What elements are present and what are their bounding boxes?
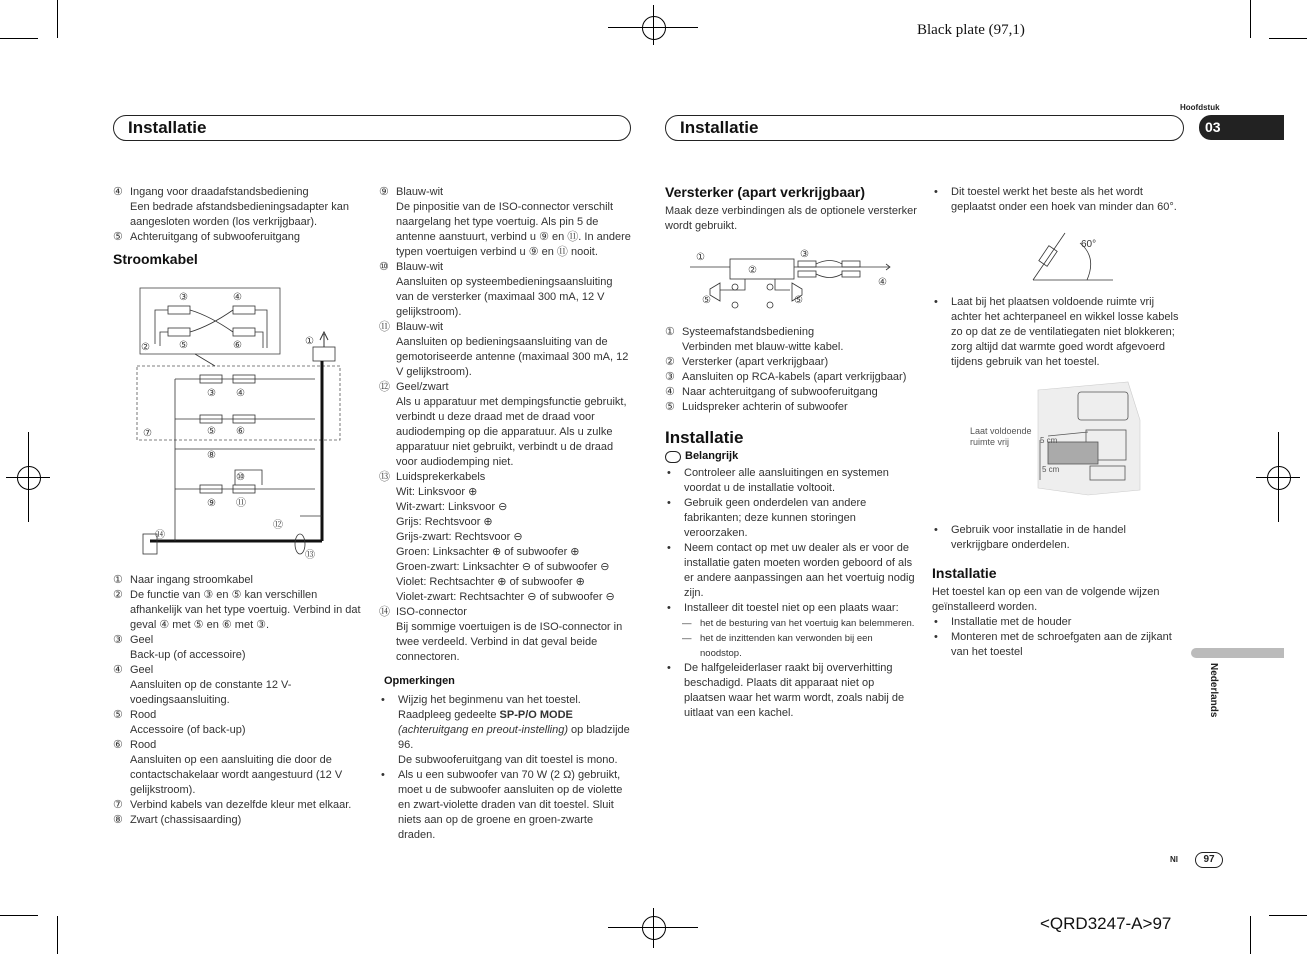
list-item (113, 798, 363, 813)
bullet-item: • Neem contact op met uw dealer als er voor de installatie gaten moeten worden geboord of als er andere aanpassingen aan het voertuig nodig zijn. (667, 542, 915, 599)
important-icon (665, 451, 681, 463)
power-cable-diagram (135, 286, 365, 561)
item-number (113, 723, 130, 738)
list-item (379, 620, 631, 665)
crop-mark (0, 915, 38, 916)
list-item (379, 260, 631, 275)
bullet-item: • Installeer dit toestel niet op een plaats waar: (667, 602, 899, 614)
item-number: ⑦ (113, 799, 123, 811)
item-text: Grijs-zwart: Rechtsvoor ⊖ (396, 531, 523, 543)
svg-text:②: ② (748, 265, 757, 276)
list-item (379, 320, 631, 335)
item-number: ⑤ (665, 401, 675, 413)
item-number (379, 200, 396, 260)
item-number (113, 200, 130, 230)
item-number: ⑩ (379, 261, 389, 273)
item-number: ② (665, 356, 675, 368)
item-number: ② (113, 589, 123, 601)
item-text: Zwart (chassisaarding) (130, 814, 242, 826)
item-number: ⑭ (379, 606, 390, 618)
svg-text:①: ① (696, 252, 705, 263)
chapter-number: 03 (1205, 119, 1221, 135)
item-number (379, 335, 396, 380)
chapter-tab (1199, 115, 1284, 140)
item-number: ⑤ (113, 709, 123, 721)
item-text: Rood (130, 709, 157, 721)
list-item (113, 185, 363, 200)
plate-label: Black plate (97,1) (917, 22, 1025, 38)
crop-mark (0, 38, 38, 39)
amplifier-intro: Maak deze verbindingen als de optionele versterker wordt gebruikt. (665, 205, 917, 232)
item-text: Groen-zwart: Linksachter ⊖ of subwoofer ⊖ (396, 561, 610, 573)
crop-mark (1250, 916, 1251, 954)
crop-mark (1250, 0, 1251, 38)
item-text: Blauw-wit (396, 261, 444, 273)
svg-text:⑨: ⑨ (207, 498, 216, 509)
item-number: ① (665, 326, 675, 338)
bullet-item: • De halfgeleiderlaser raakt bij oververhitting beschadigd. Plaats dit apparaat niet op plaatsen waar het warm wordt, zoals nabij de uitlaat van een kachel. (667, 662, 905, 719)
document-code: <QRD3247-A>97 (1040, 914, 1172, 933)
item-number: ① (113, 574, 123, 586)
item-number (113, 678, 130, 708)
svg-text:③: ③ (800, 249, 809, 260)
item-text: Aansluiten op een aansluiting die door de contactschakelaar wordt aangestuurd (12 V gelijkstroom). (130, 754, 343, 796)
bullet-item: • Controleer alle aansluitingen en systemen voordat u de installatie voltooit. (667, 467, 889, 494)
item-number (379, 395, 396, 470)
item-number (379, 545, 396, 560)
item-text: Accessoire (of back-up) (130, 724, 246, 736)
column-3 (665, 185, 917, 234)
item-text: Blauw-wit (396, 186, 444, 198)
registration-circle (17, 466, 41, 490)
svg-text:③: ③ (179, 292, 188, 303)
crop-mark (1269, 915, 1307, 916)
list-item (379, 515, 631, 530)
stroomkabel-heading: Stroomkabel (113, 251, 198, 267)
item-text: Versterker (apart verkrijgbaar) (682, 356, 829, 368)
item-text: Rood (130, 739, 157, 751)
bullet-item: • Gebruik geen onderdelen van andere fabrikanten; deze kunnen storingen veroorzaken. (667, 497, 867, 539)
list-item (379, 560, 631, 575)
svg-text:③: ③ (207, 388, 216, 399)
crop-mark (1269, 38, 1307, 39)
list-item (113, 633, 363, 648)
item-text: De pinpositie van de ISO-connector verschilt naargelang het type voertuig. Als pin 5 de antenne aanstuurt, verbind u ⑨ en ⑪. In andere typen voertuigen verbind u ⑨ en ⑪ nooit. (396, 201, 631, 258)
svg-text:⑫: ⑫ (273, 520, 283, 531)
list-item (665, 385, 917, 400)
bullet-item: • Gebruik voor installatie in de handel verkrijgbare onderdelen. (934, 524, 1126, 551)
item-number (113, 648, 130, 663)
item-text: Aansluiten op RCA-kabels (apart verkrijgbaar) (682, 371, 907, 383)
column-1-list (113, 573, 363, 828)
space-diagram (968, 380, 1148, 498)
list-item (113, 723, 363, 738)
item-number (379, 530, 396, 545)
item-number: ③ (665, 371, 675, 383)
important-label: Belangrijk (665, 449, 917, 464)
side-language-label: Nederlands (1208, 663, 1219, 718)
side-tab (1191, 648, 1284, 658)
space-cm-2: 5 cm (1042, 465, 1060, 474)
item-text: Systeemafstandsbediening (682, 326, 815, 338)
item-number (113, 753, 130, 798)
item-number (379, 560, 396, 575)
item-text: Bij sommige voertuigen is de ISO-connector in twee verdeeld. Verbind in dat geval beide connectoren. (396, 621, 623, 663)
list-item (113, 738, 363, 753)
list-item (379, 200, 631, 260)
svg-text:①: ① (305, 336, 314, 347)
column-1 (113, 185, 363, 271)
item-text: Back-up (of accessoire) (130, 649, 246, 661)
item-text: Violet: Rechtsachter ⊕ of subwoofer ⊕ (396, 576, 585, 588)
svg-text:⑥: ⑥ (236, 426, 245, 437)
item-text: Een bedrade afstandsbedieningsadapter kan aangesloten worden (los verkrijgbaar). (130, 201, 349, 228)
registration-circle (642, 16, 666, 40)
list-item (379, 185, 631, 200)
item-text: Groen: Linksachter ⊕ of subwoofer ⊕ (396, 546, 580, 558)
note-item: • Als u een subwoofer van 70 W (2 Ω) gebruikt, moet u de subwoofer aansluiten op de violette en zwart-violette draden van dit toestel. Sluit niets aan op de groene en groen-zwarte draden. (381, 769, 623, 841)
list-item (379, 380, 631, 395)
svg-text:⑧: ⑧ (207, 450, 216, 461)
item-text: Luidspreker achterin of subwoofer (682, 401, 848, 413)
item-number: ⑨ (379, 186, 389, 198)
item-text: De functie van ③ en ⑤ kan verschillen afhankelijk van het type voertuig. Verbind in dat geval ④ met ⑤ en ⑥ met ③. (130, 589, 361, 631)
item-text: Naar ingang stroomkabel (130, 574, 253, 586)
list-item (379, 590, 631, 605)
list-item (113, 753, 363, 798)
item-number (379, 485, 396, 500)
svg-text:⑤: ⑤ (179, 340, 188, 351)
page-number: 97 (1195, 852, 1223, 868)
list-item (665, 355, 917, 370)
list-item (379, 545, 631, 560)
crop-mark (57, 0, 58, 38)
section-header-left: Installatie (113, 115, 631, 141)
svg-text:⑭: ⑭ (155, 530, 165, 541)
item-number: ⑧ (113, 814, 123, 826)
list-item (113, 200, 363, 230)
list-item (665, 400, 917, 415)
item-number: ④ (113, 664, 123, 676)
bullet-item: • Installatie met de houder (934, 616, 1072, 628)
list-item (665, 370, 917, 385)
amplifier-heading: Versterker (apart verkrijgbaar) (665, 184, 865, 200)
item-number: ⑥ (113, 739, 123, 751)
list-item (113, 708, 363, 723)
svg-text:⑦: ⑦ (143, 428, 152, 439)
list-item (379, 275, 631, 320)
list-item (379, 530, 631, 545)
item-number: ⑤ (113, 231, 123, 243)
item-text: Violet-zwart: Rechtsachter ⊖ of subwoofer ⊖ (396, 591, 615, 603)
svg-text:⑬: ⑬ (305, 550, 315, 561)
space-cm-1: 5 cm (1040, 436, 1058, 445)
list-item (113, 813, 363, 828)
svg-text:④: ④ (236, 388, 245, 399)
installatie-subheading: Installatie (932, 565, 997, 581)
item-number (379, 275, 396, 320)
item-text: ISO-connector (396, 606, 467, 618)
column-3-body (665, 325, 917, 721)
item-text: Verbind kabels van dezelfde kleur met elkaar. (130, 799, 352, 811)
list-item (379, 395, 631, 470)
column-2 (379, 185, 631, 843)
list-item (379, 605, 631, 620)
item-number: ④ (665, 386, 675, 398)
item-text: Luidsprekerkabels (396, 471, 486, 483)
item-text: Wit-zwart: Linksvoor ⊖ (396, 501, 508, 513)
svg-text:②: ② (141, 342, 150, 353)
list-item (113, 573, 363, 588)
item-text: Naar achteruitgang of subwooferuitgang (682, 386, 878, 398)
column-4-bullet-2 (932, 295, 1182, 370)
section-header-right: Installatie (665, 115, 1184, 141)
item-number: ⑬ (379, 471, 390, 483)
list-item (665, 340, 917, 355)
item-number (379, 500, 396, 515)
chapter-label: Hoofdstuk (1180, 103, 1220, 112)
item-number (379, 515, 396, 530)
item-number: ⑫ (379, 381, 390, 393)
svg-text:④: ④ (233, 292, 242, 303)
angle-value: 60° (1081, 239, 1097, 250)
bullet-item: — het de inzittenden kan verwonden bij een noodstop. (682, 633, 873, 659)
item-text: Verbinden met blauw-witte kabel. (682, 341, 844, 353)
list-item (113, 678, 363, 708)
item-text: Blauw-wit (396, 321, 444, 333)
item-text: Aansluiten op bedieningsaansluiting van de gemotoriseerde antenne (maximaal 300 mA, 12 V gelijkstroom). (396, 336, 629, 378)
item-number (379, 620, 396, 665)
page-language: Nl (1170, 855, 1178, 864)
space-label: Laat voldoende ruimte vrij (970, 426, 1032, 447)
list-item (113, 230, 363, 245)
bullet-item: • Laat bij het plaatsen voldoende ruimte vrij achter het achterpaneel en wikkel losse kabels zo op dat ze de ventilatiegaten niet blokkeren; zorg altijd dat warmte goed wordt afgevoerd tijdens gebruik van het toestel. (934, 296, 1179, 368)
note-item: • Wijzig het beginmenu van het toestel. Raadpleeg gedeelte SP-P/O MODE (achteruitgang en preout-instelling) op bladzijde 96. De subwooferuitgang van dit toestel is mono. (381, 694, 630, 766)
item-text: Als u apparatuur met dempingsfunctie gebruikt, verbindt u deze draad met de draad voor audiodemping op die apparatuur. Als u zulke apparatuur niet gebruikt, verbindt u de draad voor audiodemping niet. (396, 396, 627, 468)
installatie-intro: Het toestel kan op een van de volgende wijzen geïnstalleerd worden. (932, 586, 1160, 613)
item-text: Geel (130, 664, 154, 676)
item-text: Achteruitgang of subwooferuitgang (130, 231, 301, 243)
angle-diagram (1025, 225, 1135, 285)
list-item (113, 588, 363, 633)
item-number (665, 340, 682, 355)
item-text: Aansluiten op systeembedieningsaansluiting van de versterker (maximaal 300 mA, 12 V gelijkstroom). (396, 276, 613, 318)
item-number: ③ (113, 634, 123, 646)
registration-circle (642, 916, 666, 940)
svg-text:⑤: ⑤ (702, 295, 711, 306)
svg-text:⑪: ⑪ (236, 498, 246, 509)
registration-circle (1267, 466, 1291, 490)
svg-text:⑩: ⑩ (236, 472, 245, 483)
item-text: Geel (130, 634, 154, 646)
item-number (379, 575, 396, 590)
list-item (379, 470, 631, 485)
bullet-item: — het de besturing van het voertuig kan belemmeren. (682, 618, 915, 629)
item-number (379, 590, 396, 605)
notes-heading: Opmerkingen (384, 675, 455, 687)
installatie-heading: Installatie (665, 428, 744, 447)
amplifier-diagram (690, 245, 900, 311)
item-text: Grijs: Rechtsvoor ⊕ (396, 516, 493, 528)
svg-text:⑥: ⑥ (233, 340, 242, 351)
list-item (665, 325, 917, 340)
list-item (113, 663, 363, 678)
svg-text:⑤: ⑤ (794, 295, 803, 306)
item-text: Aansluiten op de constante 12 V-voedingsaansluiting. (130, 679, 292, 706)
column-4 (932, 185, 1182, 215)
bullet-item: • Monteren met de schroefgaten aan de zijkant van het toestel (934, 631, 1172, 658)
crop-mark (57, 916, 58, 954)
list-item (379, 500, 631, 515)
item-number: ⑪ (379, 321, 390, 333)
menu-reference: SP-P/O MODE (499, 709, 573, 721)
column-4-body (932, 523, 1182, 660)
list-item (379, 575, 631, 590)
item-text: Ingang voor draadafstandsbediening (130, 186, 309, 198)
svg-text:④: ④ (878, 277, 887, 288)
item-text: Wit: Linksvoor ⊕ (396, 486, 478, 498)
bullet-item: • Dit toestel werkt het beste als het wordt geplaatst onder een hoek van minder dan 60°. (934, 186, 1177, 213)
svg-text:⑤: ⑤ (207, 426, 216, 437)
list-item (379, 335, 631, 380)
list-item (379, 485, 631, 500)
list-item (113, 648, 363, 663)
item-number: ④ (113, 186, 123, 198)
item-text: Geel/zwart (396, 381, 449, 393)
